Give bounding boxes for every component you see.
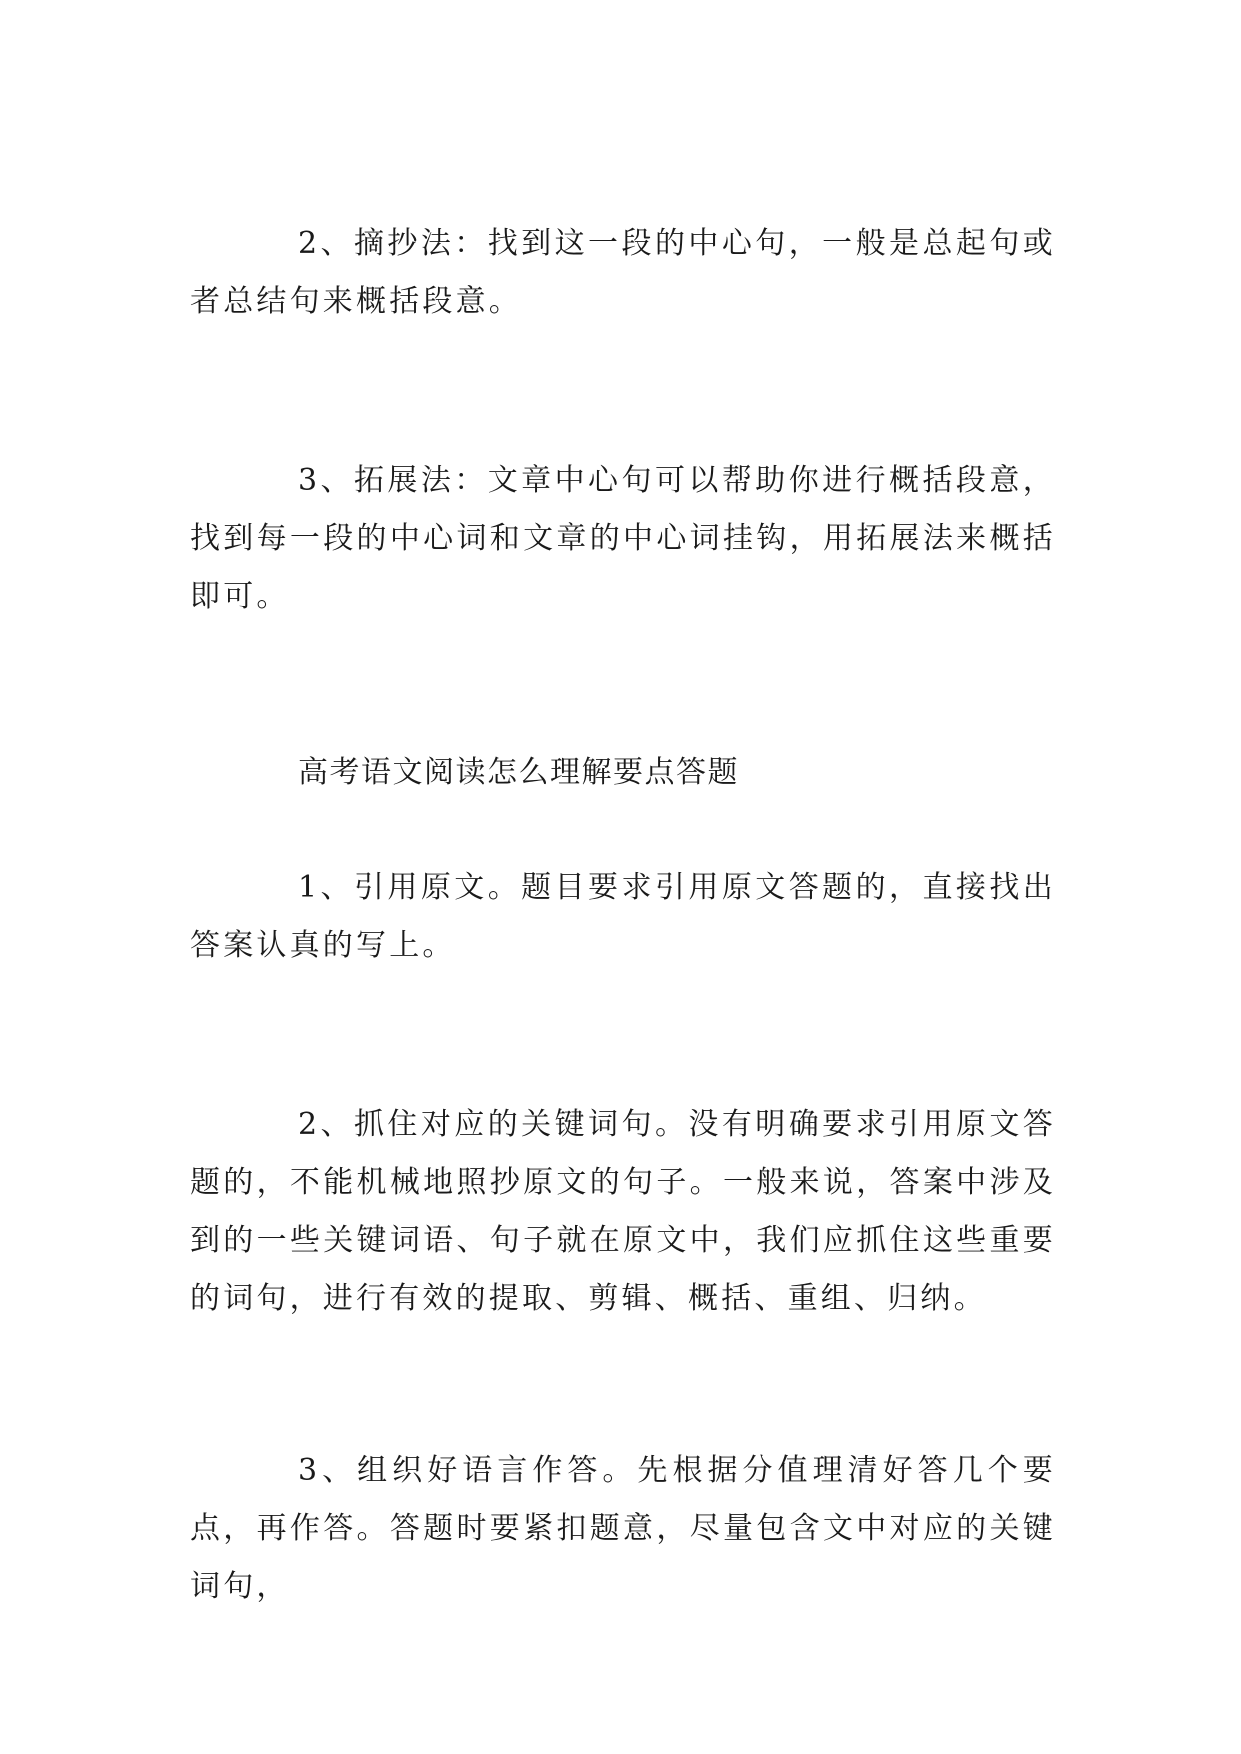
paragraph-organize-answer: 3、组织好语言作答。先根据分值理清好答几个要点，再作答。答题时要紧扣题意，尽量包含文中对应的关键词句，	[190, 1453, 1056, 1604]
paragraph-quote-original: 1、引用原文。题目要求引用原文答题的，直接找出答案认真的写上。	[190, 870, 1056, 963]
paragraph-method-expand: 3、拓展法：文章中心句可以帮助你进行概括段意，找到每一段的中心词和文章的中心词挂钩，用拓展法来概括即可。	[190, 463, 1056, 614]
section-heading: 高考语文阅读怎么理解要点答题	[298, 755, 739, 790]
paragraph-method-excerpt: 2、摘抄法：找到这一段的中心句，一般是总起句或者总结句来概括段意。	[190, 226, 1056, 319]
paragraph-key-phrases: 2、抓住对应的关键词句。没有明确要求引用原文答题的，不能机械地照抄原文的句子。一般来说，答案中涉及到的一些关键词语、句子就在原文中，我们应抓住这些重要的词句，进行有效的提取、剪辑、概括、重组、归纳。	[190, 1107, 1056, 1316]
